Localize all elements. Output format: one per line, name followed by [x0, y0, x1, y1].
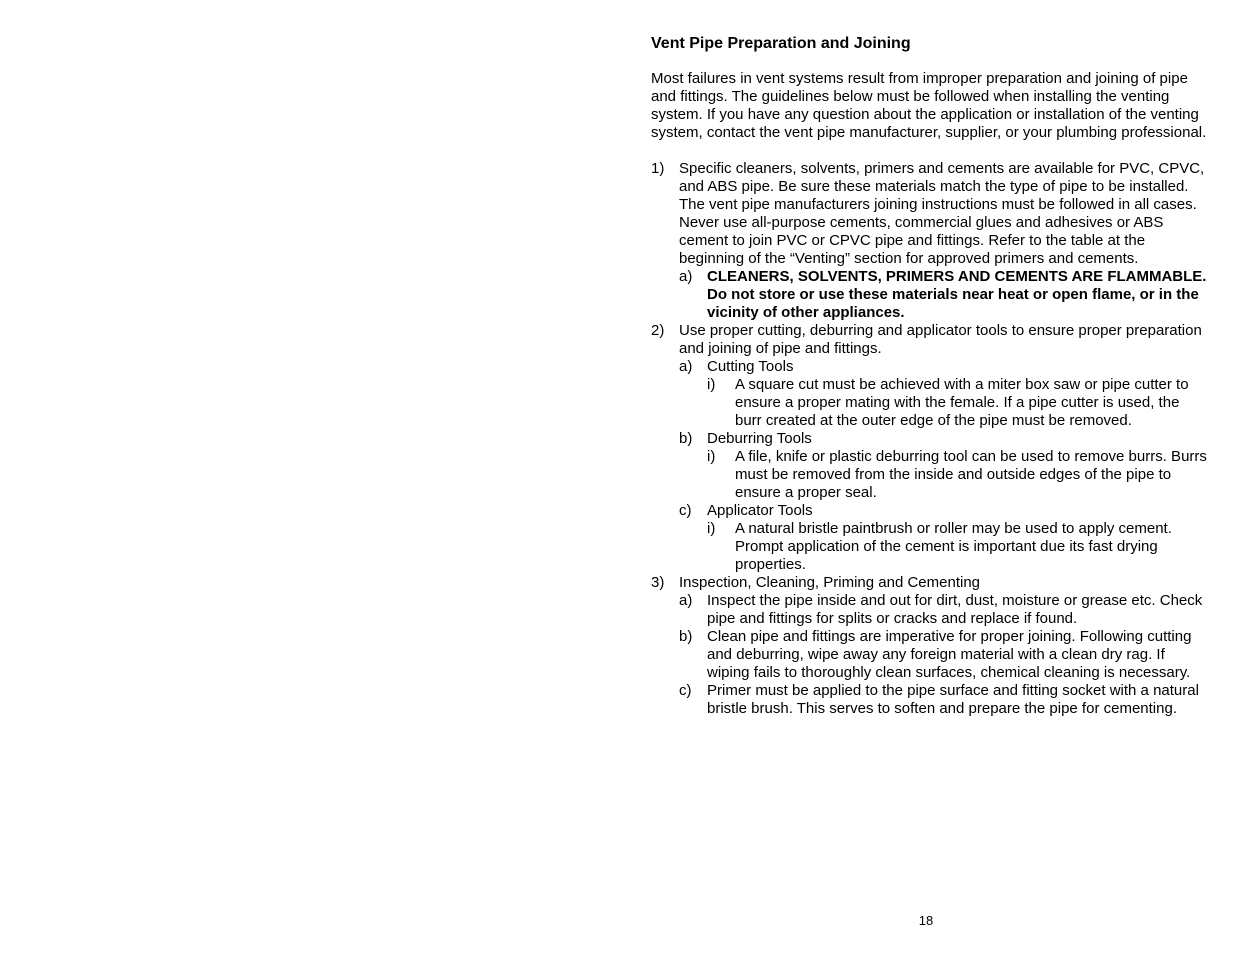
sub-sub-item-text: A square cut must be achieved with a miter box saw or pipe cutter to ensure a proper mating with the female. If a pipe cutter is used, the burr created at the outer edge of the pipe must be removed. — [735, 376, 1189, 429]
sub-item-letter: c) — [679, 502, 692, 519]
sub-sub-item-numeral: i) — [707, 448, 716, 465]
list-item-number: 3) — [651, 574, 665, 591]
list-item-text: Inspection, Cleaning, Priming and Cementing — [679, 574, 981, 591]
sub-sub-list — [707, 448, 1207, 502]
sub-sub-list-item — [707, 448, 1207, 502]
sub-sub-item-text: A file, knife or plastic deburring tool can be used to remove burrs. Burrs must be removed from the inside and outside edges of the pipe to ensure a proper seal. — [735, 448, 1207, 501]
sub-item-text: Cutting Tools — [707, 358, 794, 375]
sub-sub-item-text: A natural bristle paintbrush or roller may be used to apply cement. Prompt application of the cement is important due its fast drying properties. — [735, 520, 1172, 573]
sub-list — [679, 358, 1207, 574]
instruction-list — [651, 160, 1207, 718]
sub-item-text: Primer must be applied to the pipe surface and fitting socket with a natural bristle brush. This serves to soften and prepare the pipe for cementing. — [707, 682, 1199, 717]
sub-sub-item-numeral: i) — [707, 376, 716, 393]
sub-item-text: Clean pipe and fittings are imperative for proper joining. Following cutting and deburring, wipe away any foreign material with a clean dry rag. If wiping fails to thoroughly clean surfaces, chemical cleaning is necessary. — [707, 628, 1192, 681]
sub-item-letter: b) — [679, 628, 693, 645]
sub-list-item — [679, 430, 1207, 502]
list-item — [651, 160, 1207, 322]
sub-item-letter: c) — [679, 682, 692, 699]
sub-list — [679, 592, 1207, 718]
page-number: 18 — [918, 913, 934, 928]
list-item-number: 2) — [651, 322, 665, 339]
list-item-text: Use proper cutting, deburring and applicator tools to ensure proper preparation and joining of pipe and fittings. — [679, 322, 1202, 357]
sub-list-item — [679, 268, 1207, 322]
flammable-warning: CLEANERS, SOLVENTS, PRIMERS AND CEMENTS ARE FLAMMABLE. Do not store or use these materials near heat or open flame, or in the vicinity of other appliances. — [707, 268, 1207, 321]
sub-item-text: Deburring Tools — [707, 430, 812, 447]
section-title: Vent Pipe Preparation and Joining — [651, 35, 911, 52]
sub-list-item — [679, 592, 1207, 628]
list-item — [651, 574, 1207, 718]
list-item — [651, 322, 1207, 574]
sub-list-item — [679, 358, 1207, 430]
list-item-number: 1) — [651, 160, 665, 177]
sub-list-item — [679, 628, 1207, 682]
sub-item-letter: a) — [679, 592, 693, 609]
intro-paragraph: Most failures in vent systems result from improper preparation and joining of pipe and fittings. The guidelines below must be followed when installing the venting system. If you have any question about the application or installation of the venting system, contact the vent pipe manufacturer, supplier, or your plumbing professional. — [651, 70, 1207, 141]
sub-item-letter: a) — [679, 358, 693, 375]
sub-list-item — [679, 682, 1207, 718]
list-item-text: Specific cleaners, solvents, primers and cements are available for PVC, CPVC, and ABS pipe. Be sure these materials match the type of pipe to be installed. The vent pipe manufacturers joining instructions must be followed in all cases. Never use all-purpose cements, commercial glues and adhesives or ABS cement to join PVC or CPVC pipe and fittings. Refer to the table at the beginning of the “Venting” section for approved primers and cements. — [679, 160, 1205, 267]
sub-item-letter: a) — [679, 268, 693, 285]
sub-sub-list-item — [707, 376, 1207, 430]
sub-item-text: Inspect the pipe inside and out for dirt, dust, moisture or grease etc. Check pipe and fittings for splits or cracks and replace if found. — [707, 592, 1203, 627]
document-page — [651, 34, 1207, 718]
sub-sub-list-item — [707, 520, 1207, 574]
sub-sub-list — [707, 376, 1207, 430]
sub-item-letter: b) — [679, 430, 693, 447]
sub-list — [679, 268, 1207, 322]
sub-sub-item-numeral: i) — [707, 520, 716, 537]
sub-item-text: Applicator Tools — [707, 502, 813, 519]
sub-list-item — [679, 502, 1207, 574]
sub-sub-list — [707, 520, 1207, 574]
